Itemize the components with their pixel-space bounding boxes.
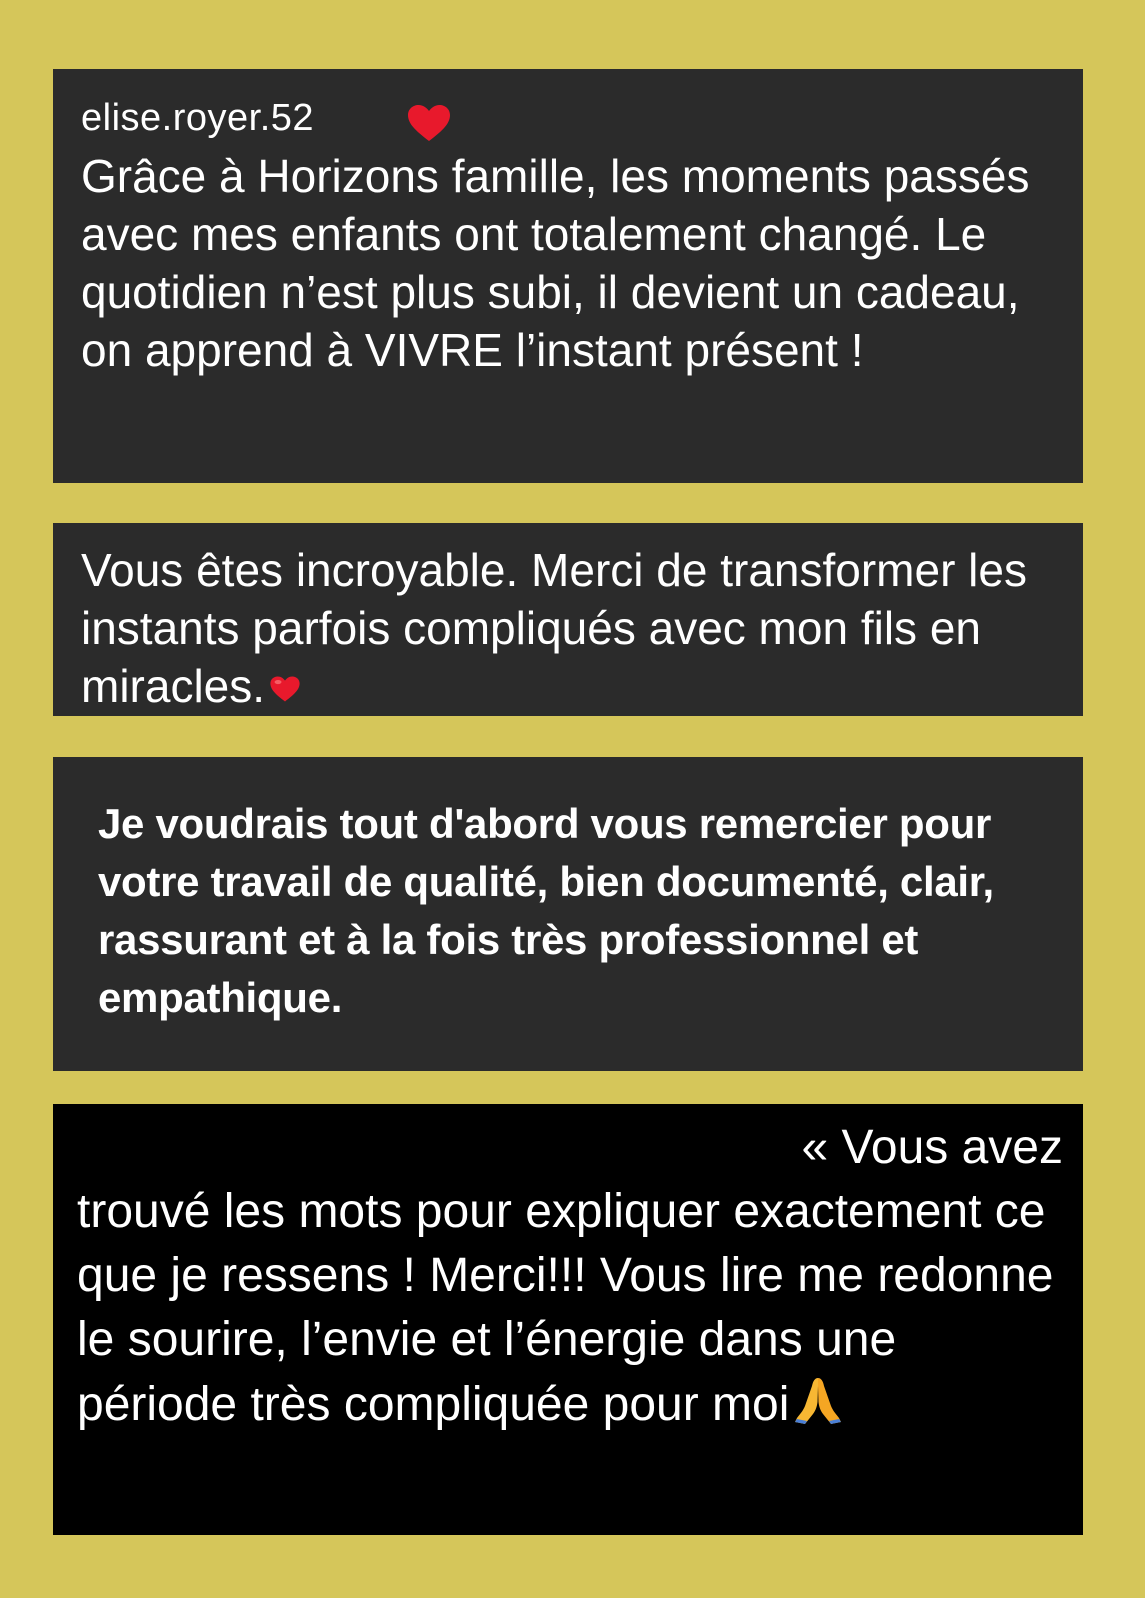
comment-header	[81, 95, 1055, 141]
comment-card-2	[53, 523, 1083, 716]
comment-text	[77, 1180, 1063, 1437]
username[interactable]: elise.royer.52	[81, 96, 315, 139]
comment-text: Je voudrais tout d'abord vous remercier pour votre travail de qualité, bien documenté, clair, rassurant et à la fois très professionnel et empathique.	[98, 800, 994, 1021]
pray-icon	[791, 1372, 845, 1426]
heart-icon[interactable]	[406, 103, 452, 143]
comment-text-body: trouvé les mots pour expliquer exactement ce que je ressens ! Merci!!! Vous lire me redonne le sourire, l’envie et l’énergie dans une période très compliquée pour moi	[77, 1185, 1054, 1431]
comment-card-3	[53, 757, 1083, 1071]
comment-card-4	[53, 1104, 1083, 1535]
comment-text-body: Vous êtes incroyable. Merci de transformer les instants parfois compliqués avec mon fils en miracles.	[81, 544, 1027, 712]
heart-icon	[269, 659, 301, 689]
comment-card-1	[53, 69, 1083, 483]
comment-text	[81, 541, 1055, 715]
comment-text: Grâce à Horizons famille, les moments passés avec mes enfants ont totalement changé. Le quotidien n’est plus subi, il devient un cadeau, on apprend à VIVRE l’instant présent !	[81, 150, 1030, 376]
comment-text-first-line: « Vous avez	[801, 1121, 1063, 1174]
